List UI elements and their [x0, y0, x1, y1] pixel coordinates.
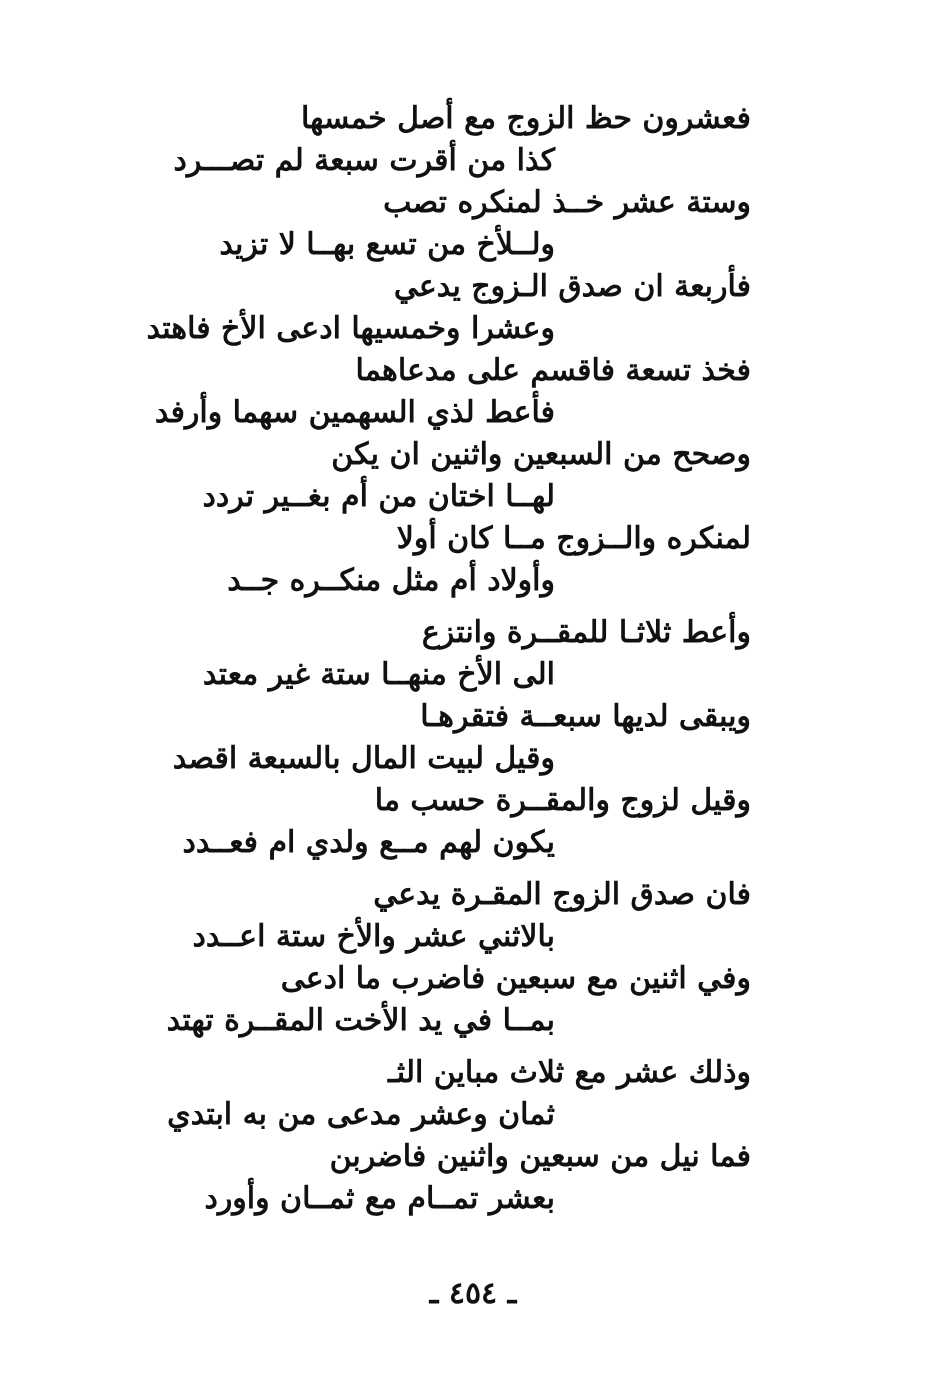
verse-second-hemistich: وأولاد أم مثل منكــره جــد — [227, 563, 555, 598]
poem-body — [140, 98, 755, 1230]
verse-first-hemistich: وذلك عشر مع ثلاث مباين الثـ — [387, 1055, 751, 1090]
verse-second-hemistich: وعشرا وخمسيها ادعى الأخ فاهتد — [146, 311, 555, 346]
verse-second-hemistich: كذا من أقرت سبعة لم تصـــرد — [173, 143, 555, 178]
verse-second-hemistich: يكون لهم مــع ولدي ام فعــدد — [182, 825, 555, 860]
verse-second-hemistich: ولــلأخ من تسع بهــا لا تزيد — [219, 227, 555, 262]
verse-first-hemistich: ويبقى لديها سبعــة فتقرهـا — [420, 699, 751, 734]
verse-second-hemistich: لهــا اختان من أم بغــير تردد — [202, 479, 555, 514]
verse-second-hemistich: بعشر تمــام مع ثمــان وأورد — [204, 1181, 555, 1216]
verse-second-hemistich: فأعط لذي السهمين سهما وأرفد — [154, 395, 555, 430]
verse-first-hemistich: فعشرون حظ الزوج مع أصل خمسها — [301, 101, 751, 136]
verse-first-hemistich: فان صدق الزوج المقـرة يدعي — [373, 877, 751, 912]
stanza — [140, 1052, 755, 1220]
verse-first-hemistich: لمنكره والــزوج مــا كان أولا — [396, 521, 751, 556]
verse-first-hemistich: وقيل لزوج والمقــرة حسب ما — [374, 783, 751, 818]
verse-first-hemistich: فخذ تسعة فاقسم على مدعاهما — [355, 353, 751, 388]
verse-first-hemistich: فما نيل من سبعين واثنين فاضربن — [329, 1139, 751, 1174]
stanza — [140, 98, 755, 602]
verse-first-hemistich: وفي اثنين مع سبعين فاضرب ما ادعى — [280, 961, 751, 996]
verse-first-hemistich: وستة عشر خــذ لمنكره تصب — [383, 185, 751, 220]
verse-first-hemistich: فأربعة ان صدق الـزوج يدعي — [393, 269, 751, 304]
stanza — [140, 612, 755, 864]
verse-second-hemistich: الى الأخ منهــا ستة غير معتد — [202, 657, 555, 692]
page-number: ـ ٤٥٤ ـ — [429, 1276, 517, 1311]
stanza — [140, 874, 755, 1042]
verse-second-hemistich: ثمان وعشر مدعى من به ابتدي — [167, 1097, 555, 1132]
verse-second-hemistich: بالاثني عشر والأخ ستة اعــدد — [192, 919, 555, 954]
verse-second-hemistich: وقيل لبيت المال بالسبعة اقصد — [172, 741, 555, 776]
verse-second-hemistich: بمــا في يد الأخت المقــرة تهتد — [166, 1003, 555, 1038]
verse-first-hemistich: وصحح من السبعين واثنين ان يكن — [331, 437, 751, 472]
verse-first-hemistich: وأعط ثلاثـا للمقــرة وانتزع — [421, 615, 751, 650]
